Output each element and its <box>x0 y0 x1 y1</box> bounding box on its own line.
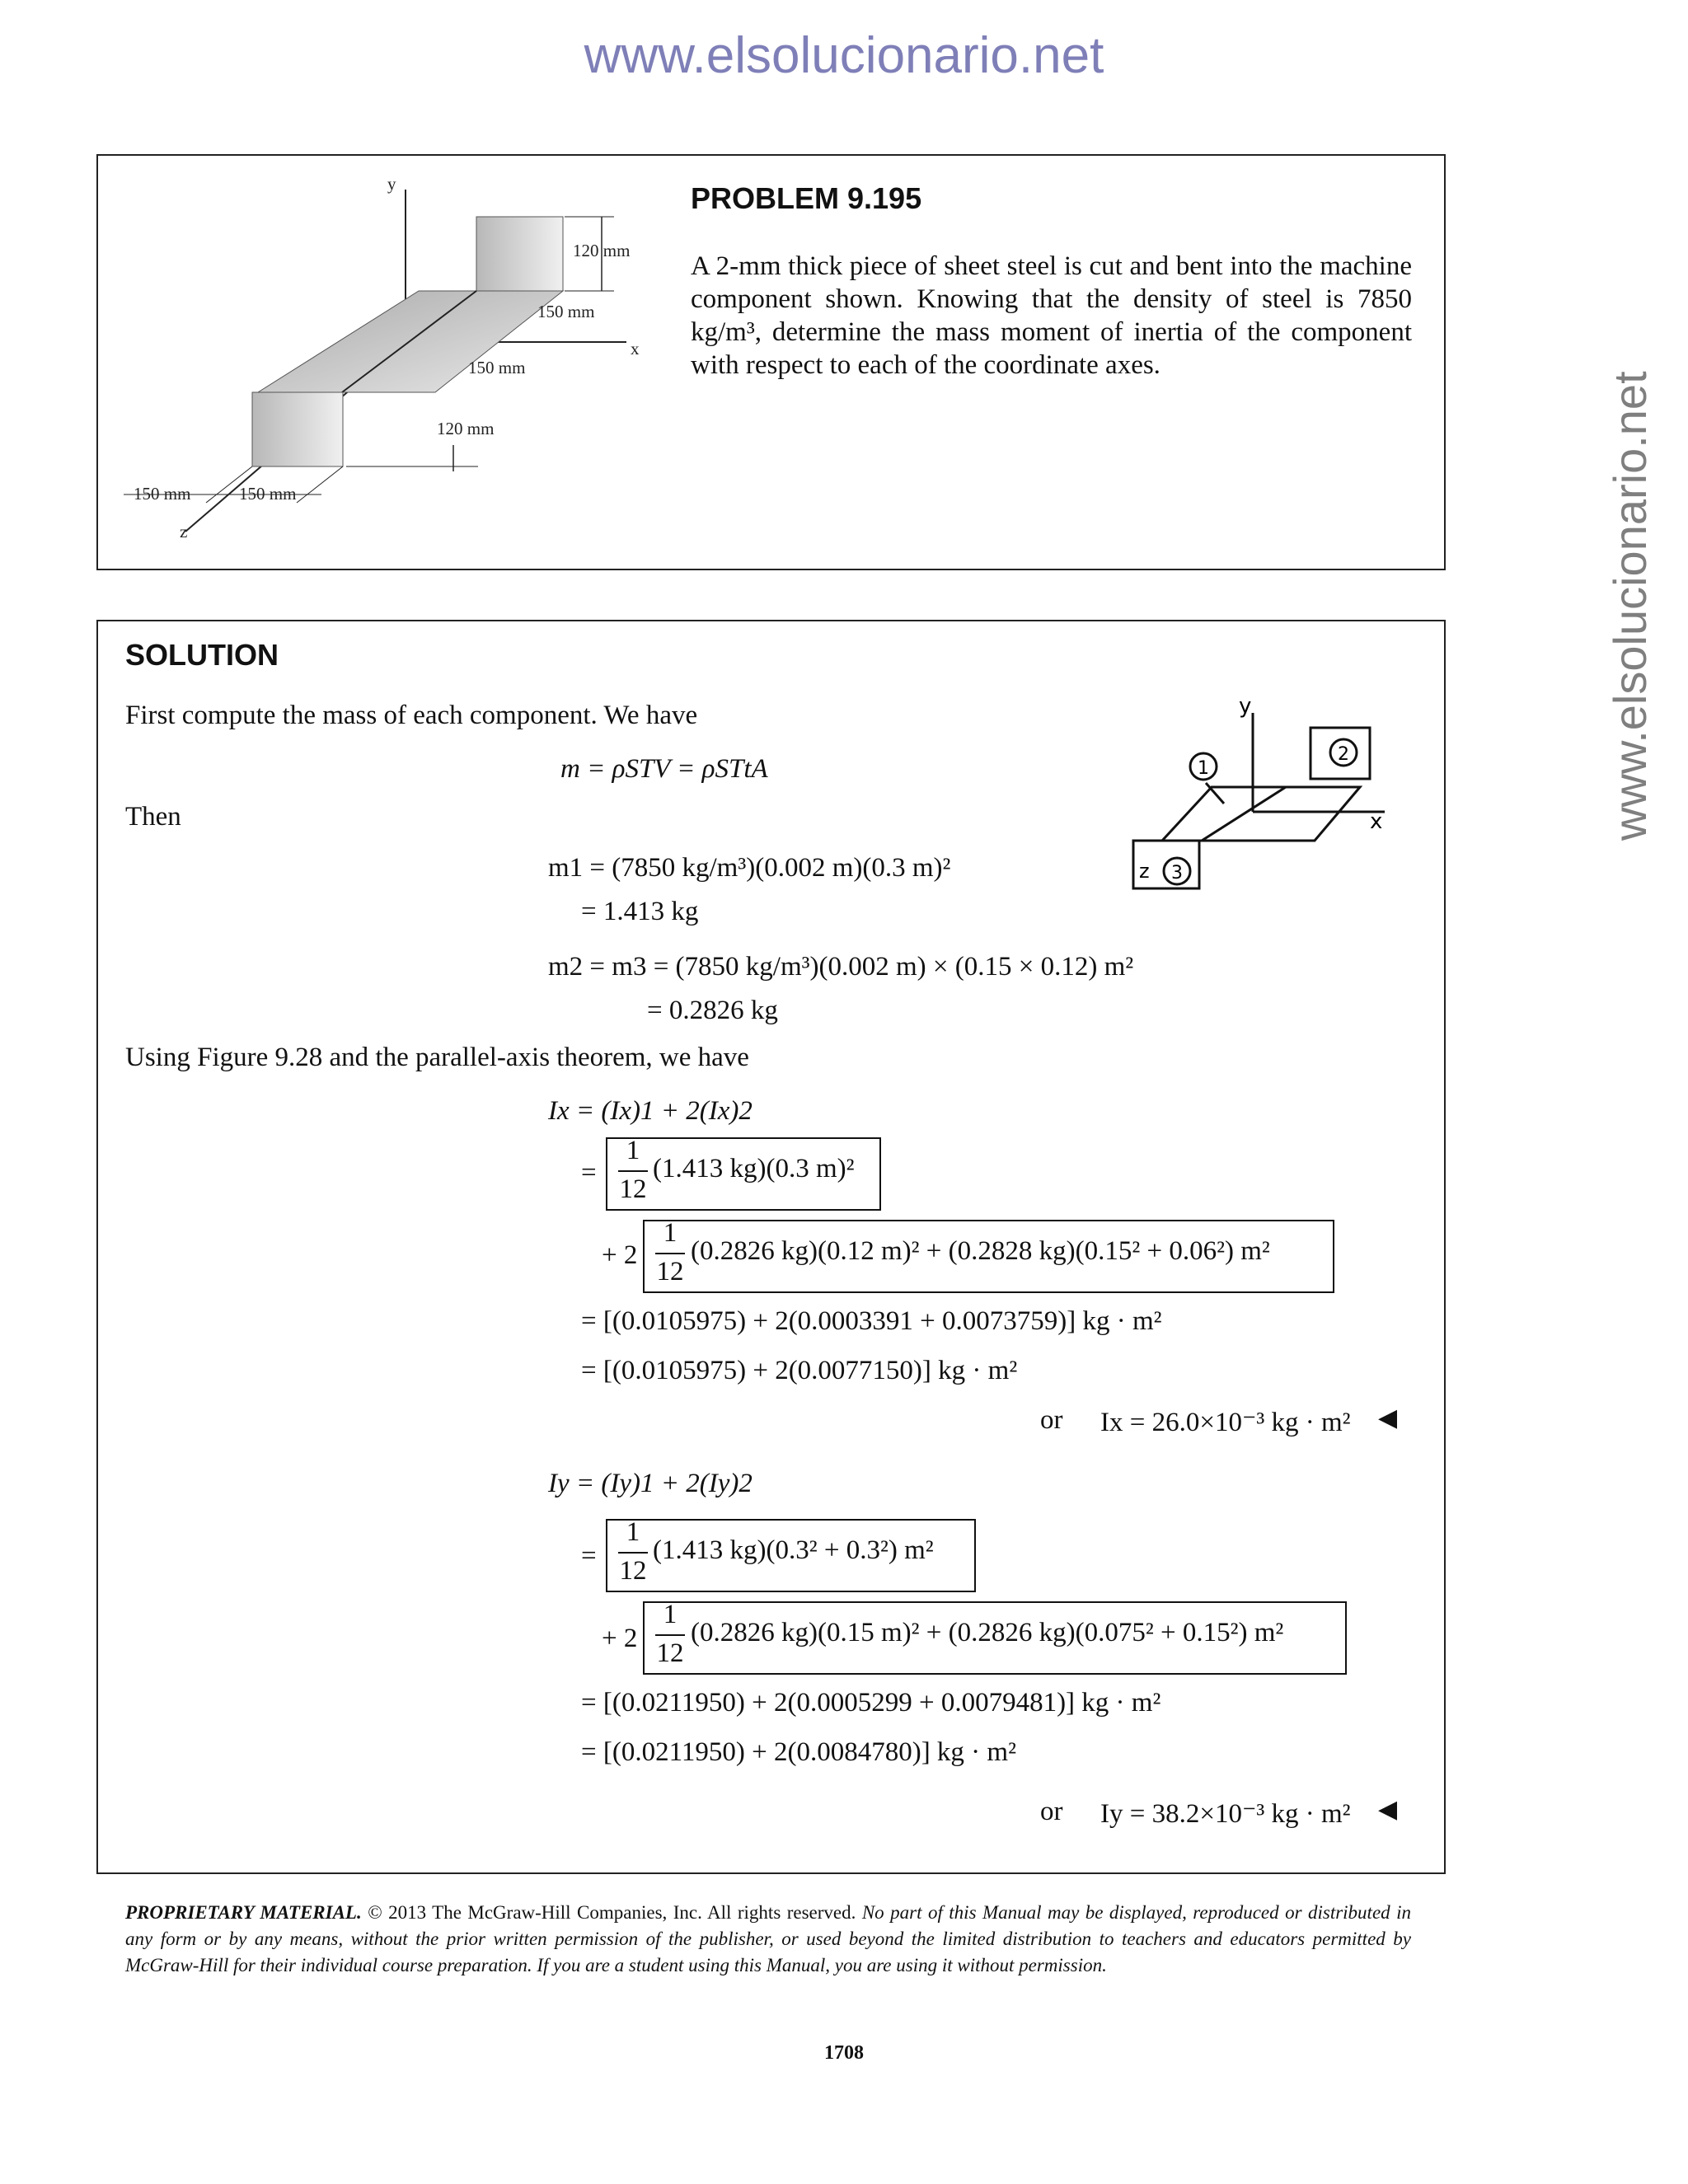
solution-then: Then <box>125 802 181 832</box>
iy-frac-den-1: 12 <box>619 1556 647 1586</box>
footer-normal: © 2013 The McGraw-Hill Companies, Inc. All rights reserved. <box>361 1902 862 1923</box>
ix-frac-num-2: 1 <box>663 1218 678 1248</box>
fig-dim-150-left: 150 mm <box>134 484 191 504</box>
ix-frac-den-2: 12 <box>656 1257 684 1286</box>
sketch-part-3: 3 <box>1171 863 1183 883</box>
iy-line1: Iy = (Iy)1 + 2(Iy)2 <box>548 1469 753 1498</box>
m23-line1: m2 = m3 = (7850 kg/m³)(0.002 m) × (0.15 × 0.12) m² <box>548 952 1134 982</box>
solution-sketch <box>1121 696 1401 902</box>
fig-axis-z: z <box>180 522 188 541</box>
iy-line4: = [(0.0211950) + 2(0.0005299 + 0.0079481)] kg · m² <box>581 1688 1161 1718</box>
ix-result-or: or <box>1040 1405 1063 1435</box>
m23-line2: = 0.2826 kg <box>647 996 778 1025</box>
iy-line5: = [(0.0211950) + 2(0.0084780)] kg · m² <box>581 1737 1016 1767</box>
eq-mass: m = ρSTV = ρSTtA <box>560 754 768 784</box>
problem-text: A 2-mm thick piece of sheet steel is cut and bent into the machine component shown. Knowing that the density of steel is 7850 kg/m³, determine the mass moment of inertia of the component with respect to each of the coordinate axes. <box>691 251 1412 380</box>
ix-line4: = [(0.0105975) + 2(0.0003391 + 0.0073759)] kg · m² <box>581 1306 1162 1336</box>
page-number: 1708 <box>824 2042 864 2064</box>
fig-dim-150-b: 150 mm <box>468 358 526 377</box>
solution-using: Using Figure 9.28 and the parallel-axis theorem, we have <box>125 1043 749 1072</box>
iy-result: Iy = 38.2×10⁻³ kg · m² <box>1100 1799 1351 1829</box>
sketch-part-2: 2 <box>1338 744 1349 765</box>
sketch-label-y: y <box>1239 696 1252 719</box>
fig-dim-120-bottom: 120 mm <box>437 419 495 438</box>
iy-frac-num-2: 1 <box>663 1600 678 1629</box>
iy-line2: (1.413 kg)(0.3² + 0.3²) m² <box>653 1535 934 1565</box>
iy-frac-den-2: 12 <box>656 1638 684 1668</box>
ix-frac-num-1: 1 <box>626 1136 640 1165</box>
iy-result-or: or <box>1040 1797 1063 1826</box>
ix-answer-marker-icon: ◀ <box>1378 1404 1398 1432</box>
fig-axis-x: x <box>631 339 640 359</box>
footer-lead: PROPRIETARY MATERIAL. <box>125 1902 362 1923</box>
ix-line1: Ix = (Ix)1 + 2(Ix)2 <box>548 1096 753 1126</box>
fig-axis-y: y <box>387 174 396 194</box>
iy-answer-marker-icon: ◀ <box>1378 1796 1398 1823</box>
fig-dim-150-a: 150 mm <box>537 302 595 321</box>
m1-line1: m1 = (7850 kg/m³)(0.002 m)(0.3 m)² <box>548 853 951 883</box>
sketch-label-z: z <box>1139 860 1150 883</box>
ix-line5: = [(0.0105975) + 2(0.0077150)] kg · m² <box>581 1356 1018 1385</box>
ix-line3: (0.2826 kg)(0.12 m)² + (0.2828 kg)(0.15² + 0.06²) m² <box>691 1236 1270 1266</box>
watermark-top[interactable]: www.elsolucionario.net <box>584 27 1104 84</box>
watermark-side[interactable]: www.elsolucionario.net <box>1604 371 1656 841</box>
problem-figure <box>99 165 676 552</box>
iy-line3: (0.2826 kg)(0.15 m)² + (0.2826 kg)(0.075² + 0.15²) m² <box>691 1618 1284 1647</box>
fig-dim-150-right: 150 mm <box>239 484 297 504</box>
sketch-part-1: 1 <box>1198 758 1209 779</box>
ix-line2: (1.413 kg)(0.3 m)² <box>653 1154 855 1183</box>
problem-title: PROBLEM 9.195 <box>691 181 922 215</box>
footer-italic: No part of this Manual may be displayed, reproduced or distributed in any form or by any means, without the prior written permission of the publisher, or used beyond the limited distribution to teachers and educators permitted by McGraw-Hill for their individual course preparation. If you are a student using this Manual, you are using it without permission. <box>125 1902 1411 1975</box>
fig-dim-120-top: 120 mm <box>573 241 631 260</box>
footer-notice <box>125 1900 1411 1979</box>
m1-line2: = 1.413 kg <box>581 897 699 926</box>
iy-frac-num-1: 1 <box>626 1517 640 1547</box>
solution-intro: First compute the mass of each component. We have <box>125 701 698 730</box>
ix-frac-den-1: 12 <box>619 1174 647 1204</box>
sketch-label-x: x <box>1370 809 1383 834</box>
ix-result: Ix = 26.0×10⁻³ kg · m² <box>1100 1408 1351 1437</box>
solution-title: SOLUTION <box>125 638 279 672</box>
